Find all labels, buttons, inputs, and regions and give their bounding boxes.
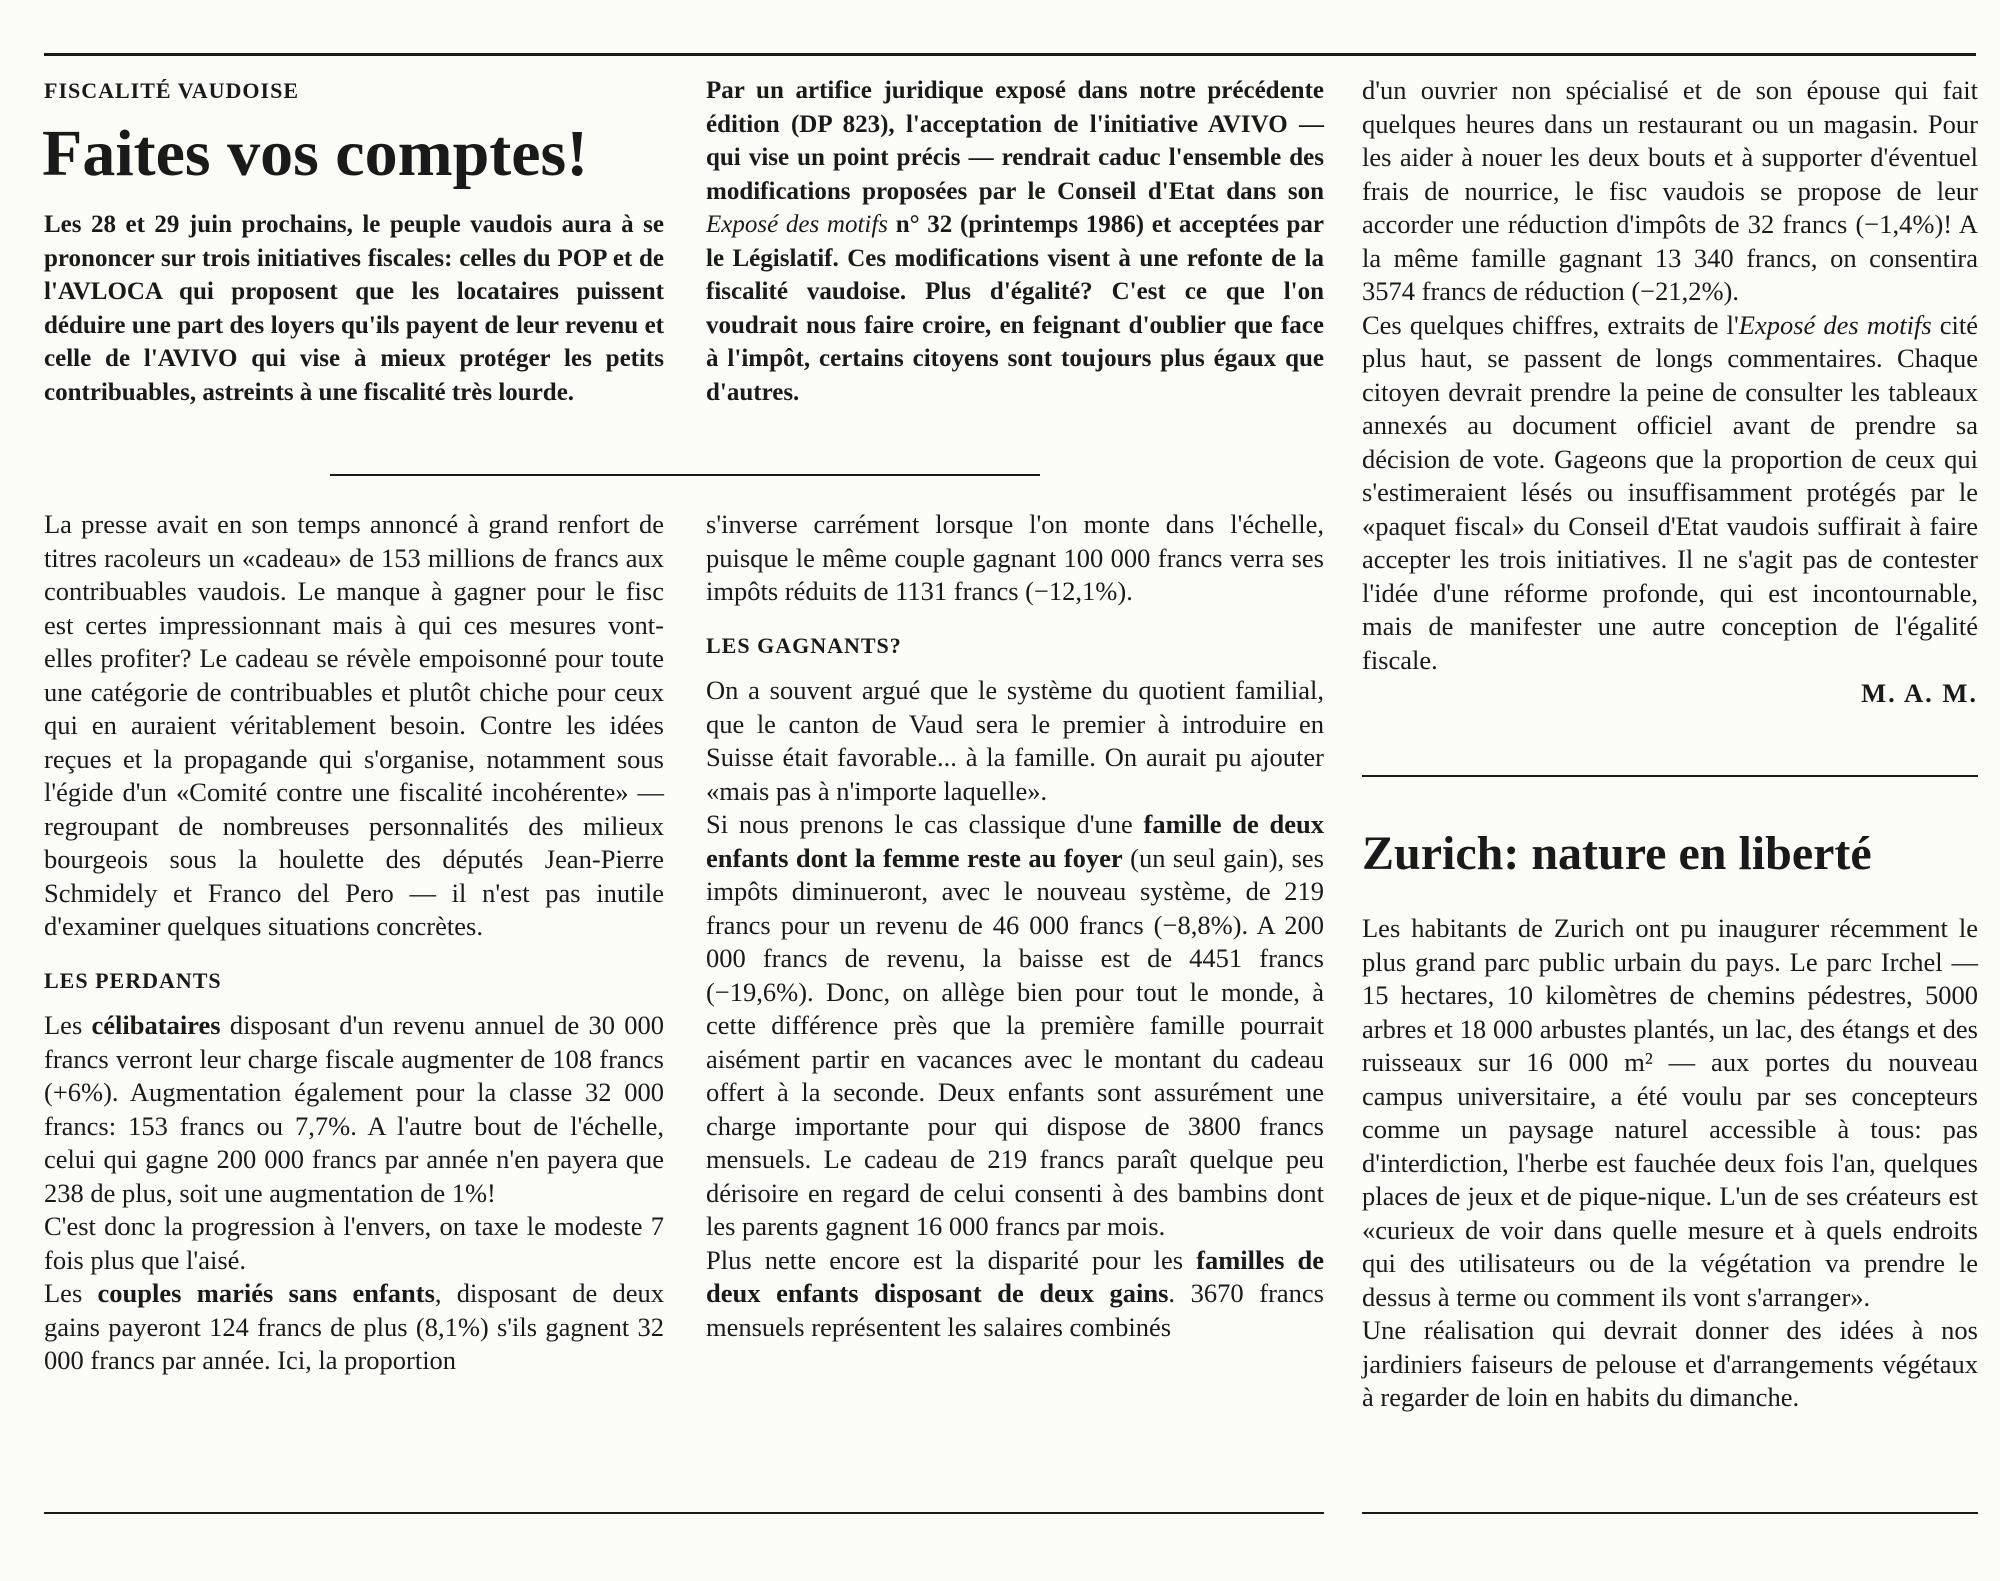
italic-title: Exposé des motifs	[706, 211, 889, 238]
section-heading-gagnants: LES GAGNANTS?	[706, 632, 902, 658]
lead-paragraph-2: Par un artifice juridique exposé dans notre précédente édition (DP 823), l'acceptation de l'initiative AVIVO — qui vise un point précis — rendrait caduc l'ensemble des modifications proposées par le Conseil d'Etat dans son Exposé des motifs n° 32 (printemps 1986) et acceptées par le Législatif. Ces modifications visent à une refonte de la fiscalité vaudoise. Plus d'égalité? C'est ce que l'on voudrait nous faire croire, en feignant d'oublier que face à l'impôt, certains citoyens sont toujours plus égaux que d'autres.	[706, 77, 1324, 406]
paragraph-ouvrier: d'un ouvrier non spécialisé et de son épouse qui fait quelques heures dans un restaurant ou un magasin. Pour les aider à nouer les deux bouts et à supporter d'éventuel frais de nourrice, le fisc vaudois se propose de leur accorder une réduction d'impôts de 32 francs (−1,4%)! A la même famille gagnant 13 340 francs, on consentira 3574 francs de réduction (−21,2%).	[1362, 75, 1978, 306]
zurich-paragraph-1: Les habitants de Zurich ont pu inaugurer récemment le plus grand parc public urbain du pays. Le parc Irchel — 15 hectares, 10 kilomètres de chemins pédestres, 5000 arbres et 18 000 arbustes plantés, un lac, des étangs et des ruisseaux sur 16 000 m² — aux portes du nouveau campus universitaire, a été voulu par ses concepteurs comme un paysage naturel accessible à tous: pas d'interdiction, l'herbe est fauchée deux fois l'an, quelques places de jeux et de pique-nique. L'un de ses créateurs est «curieux de voir dans quelle mesure et à quels endroits qui des utilisateurs ou de la végétation va prendre le dessus à terme ou comment ils vont s'arranger».	[1362, 913, 1978, 1312]
zurich-article-body	[1362, 912, 1978, 1415]
bottom-rule-right	[1362, 1512, 1978, 1514]
paragraph-celibataires: Les célibataires disposant d'un revenu annuel de 30 000 francs verront leur charge fiscale augmenter de 108 francs (+6%). Augmentation également pour la classe 32 000 francs: 153 francs ou 7,7%. A l'autre bout de l'échelle, celui qui gagne 200 000 francs par année n'en payera que 238 de plus, soit une augmentation de 1%!	[44, 1010, 665, 1208]
lead-paragraph: Les 28 et 29 juin prochains, le peuple vaudois aura à se prononcer sur trois initiatives fiscales: celles du POP et de l'AVLOCA qui proposent que les locataires puissent déduire une part des loyers qu'ils payent de leur revenu et celle de l'AVIVO qui vise à mieux protéger les petits contribuables, astreints à une fiscalité très lourde.	[44, 211, 664, 406]
top-rule	[44, 53, 1976, 56]
zurich-paragraph-2: Une réalisation qui devrait donner des idées à nos jardiniers faiseurs de pelouse et d'arrangements végétaux à regarder de loin en habits du dimanche.	[1362, 1315, 1978, 1412]
paragraph-progression: C'est donc la progression à l'envers, on taxe le modeste 7 fois plus que l'aisé.	[44, 1211, 664, 1275]
article-title: Faites vos comptes!	[42, 117, 589, 190]
section-heading-perdants: LES PERDANTS	[44, 967, 222, 993]
zurich-article-title: Zurich: nature en liberté	[1362, 827, 1872, 880]
intro-paragraph: La presse avait en son temps annoncé à grand renfort de titres racoleurs un «cadeau» de 153 millions de francs aux contribuables vaudois. Le manque à gagner pour le fisc est certes impressionnant mais à qui ces mesures vont-elles profiter? Le cadeau se révèle empoisonné pour toute une catégorie de contribuables et plutôt chiche pour ceux qui en auraient véritablement besoin. Contre les idées reçues et la propagande qui s'organise, notamment sous l'égide d'un «Comité contre une fiscalité incohérente» — regroupant de nombreuses personnalités des milieux bourgeois sous la houlette des députés Jean-Pierre Schmidely et Franco del Pero — il n'est pas inutile d'examiner quelques situations concrètes.	[44, 509, 664, 941]
paragraph-quotient: On a souvent argué que le système du quotient familial, que le canton de Vaud sera le premier à introduire en Suisse était favorable... à la famille. On aurait pu ajouter «mais pas à n'importe laquelle».	[706, 675, 1324, 806]
paragraph-couples: Les couples mariés sans enfants, disposant de deux gains payeront 124 francs de plus (8,1%) s'ils gagnent 32 000 francs par année. Ici, la proportion	[44, 1278, 665, 1375]
paragraph-inverse: s'inverse carrément lorsque l'on monte dans l'échelle, puisque le même couple gagnant 100 000 francs verra ses impôts réduits de 1131 francs (−12,1%).	[706, 509, 1324, 606]
article-separator-rule	[1362, 775, 1978, 777]
body-column-1	[44, 508, 664, 1378]
author-signature: M. A. M.	[1861, 678, 1978, 708]
lead-column-2	[706, 74, 1324, 409]
lead-separator-rule	[330, 474, 1040, 476]
paragraph-famille-deux-gains: Plus nette encore est la disparité pour les familles de deux enfants disposant de deux gains. 3670 francs mensuels représentent les salaires combinés	[706, 1244, 1325, 1342]
body-column-3	[1362, 74, 1978, 711]
paragraph-famille-un-gain: Si nous prenons le cas classique d'une famille de deux enfants dont la femme reste au foyer (un seul gain), ses impôts diminueront, avec le nouveau système, de 219 francs pour un revenu de 46 000 francs (−8,8%). A 200 000 francs de revenu, la baisse est de 4451 francs (−19,6%). Donc, on allège bien pour tout le monde, à cette différence près que la première famille pourrait aisément partir en vacances avec le montant du cadeau offert à la seconde. Deux enfants sont assurément une charge importante pour qui dispose de 3800 francs mensuels. Le cadeau de 219 francs paraît quelque peu dérisoire en regard de celui consenti à des bambins dont les parents gagnent 16 000 francs par mois.	[706, 809, 1324, 1241]
signature-line	[1362, 677, 1978, 711]
bottom-rule-left	[44, 1512, 1324, 1514]
body-column-2	[706, 508, 1324, 1344]
lead-column-1	[44, 208, 664, 409]
article-kicker: FISCALITÉ VAUDOISE	[44, 78, 299, 103]
paragraph-conclusion: Ces quelques chiffres, extraits de l'Exposé des motifs cité plus haut, se passent de longs commentaires. Chaque citoyen devrait prendre la peine de consulter les tableaux annexés au document officiel avant de prendre sa décision de vote. Gageons que la proportion de ceux qui s'estimeraient lésés ou insuffisamment protégés par le «paquet fiscal» du Conseil d'Etat vaudois suffirait à faire accepter les trois initiatives. Il ne s'agit pas de contester l'idée d'une réforme profonde, qui est incontournable, mais de manifester une autre conception de l'égalité fiscale.	[1362, 309, 1979, 675]
